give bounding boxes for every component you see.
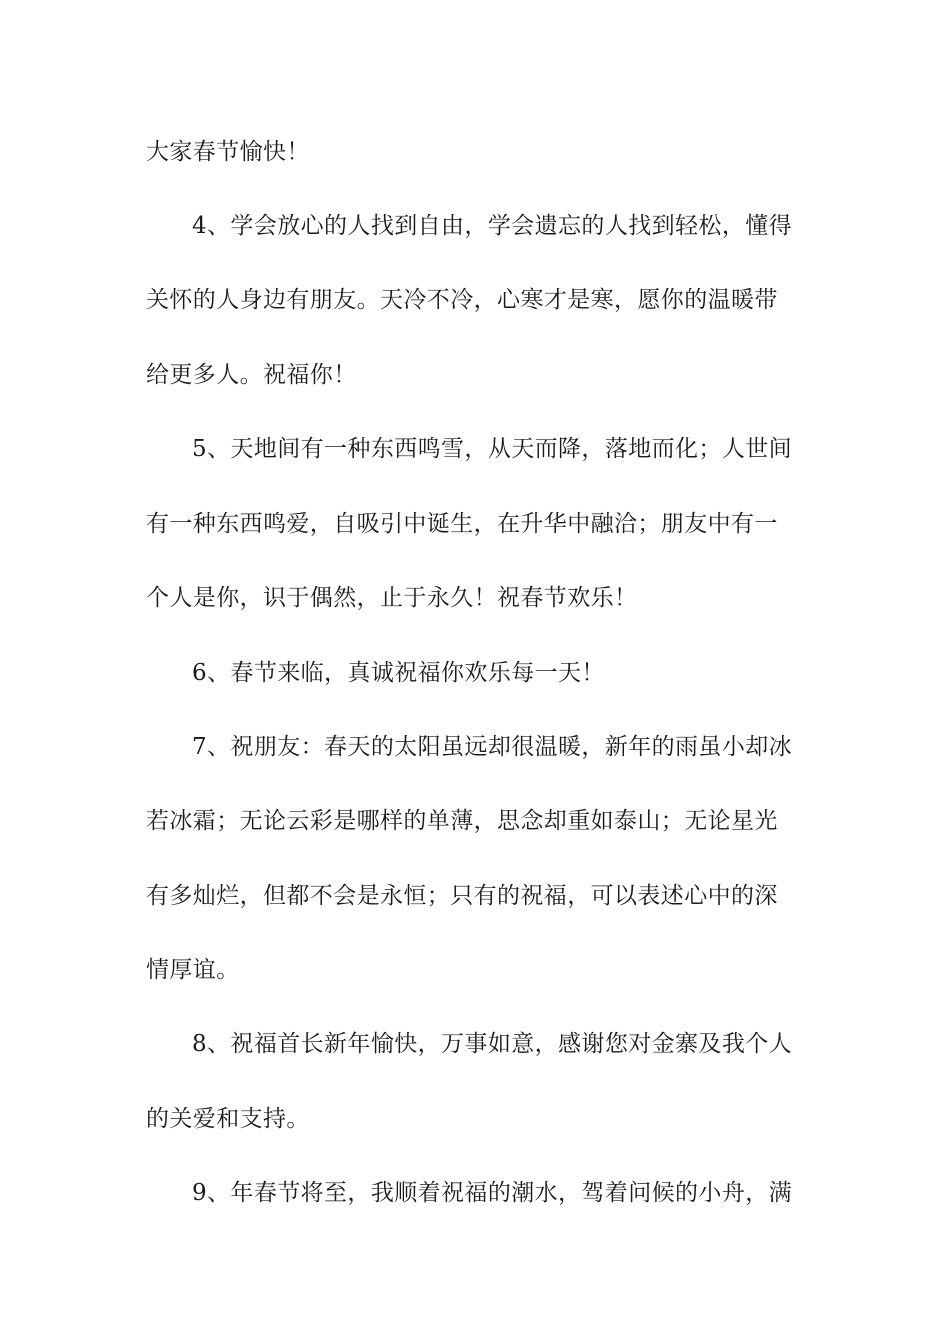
- paragraph-9-line-1: 9、年春节将至，我顺着祝福的潮水，驾着问候的小舟，满: [192, 1180, 793, 1206]
- text-line: 大家春节愉快！: [146, 139, 310, 165]
- paragraph-4-line-3: 给更多人。祝福你！: [146, 362, 357, 388]
- paragraph-4-line-2: 关怀的人身边有朋友。天冷不冷，心寒才是寒，愿你的温暖带: [146, 287, 778, 313]
- paragraph-8-line-1: 8、祝福首长新年愉快，万事如意，感谢您对金寨及我个人: [192, 1031, 793, 1057]
- paragraph-4-line-1: 4、学会放心的人找到自由，学会遗忘的人找到轻松，懂得: [192, 213, 793, 239]
- paragraph-7-line-4: 情厚谊。: [146, 957, 240, 983]
- paragraph-7-line-1: 7、祝朋友：春天的太阳虽远却很温暖，新年的雨虽小却冰: [192, 734, 793, 760]
- paragraph-7-line-2: 若冰霜；无论云彩是哪样的单薄，思念却重如泰山；无论星光: [146, 808, 778, 834]
- paragraph-5-line-2: 有一种东西鸣爱，自吸引中诞生，在升华中融洽；朋友中有一: [146, 511, 778, 537]
- paragraph-8-line-2: 的关爱和支持。: [146, 1106, 310, 1132]
- paragraph-7-line-3: 有多灿烂，但都不会是永恒；只有的祝福，可以表述心中的深: [146, 883, 778, 909]
- paragraph-5-line-3: 个人是你，识于偶然，止于永久！祝春节欢乐！: [146, 585, 638, 611]
- paragraph-6-line-1: 6、春节来临，真诚祝福你欢乐每一天！: [192, 660, 605, 686]
- paragraph-5-line-1: 5、天地间有一种东西鸣雪，从天而降，落地而化；人世间: [192, 436, 793, 462]
